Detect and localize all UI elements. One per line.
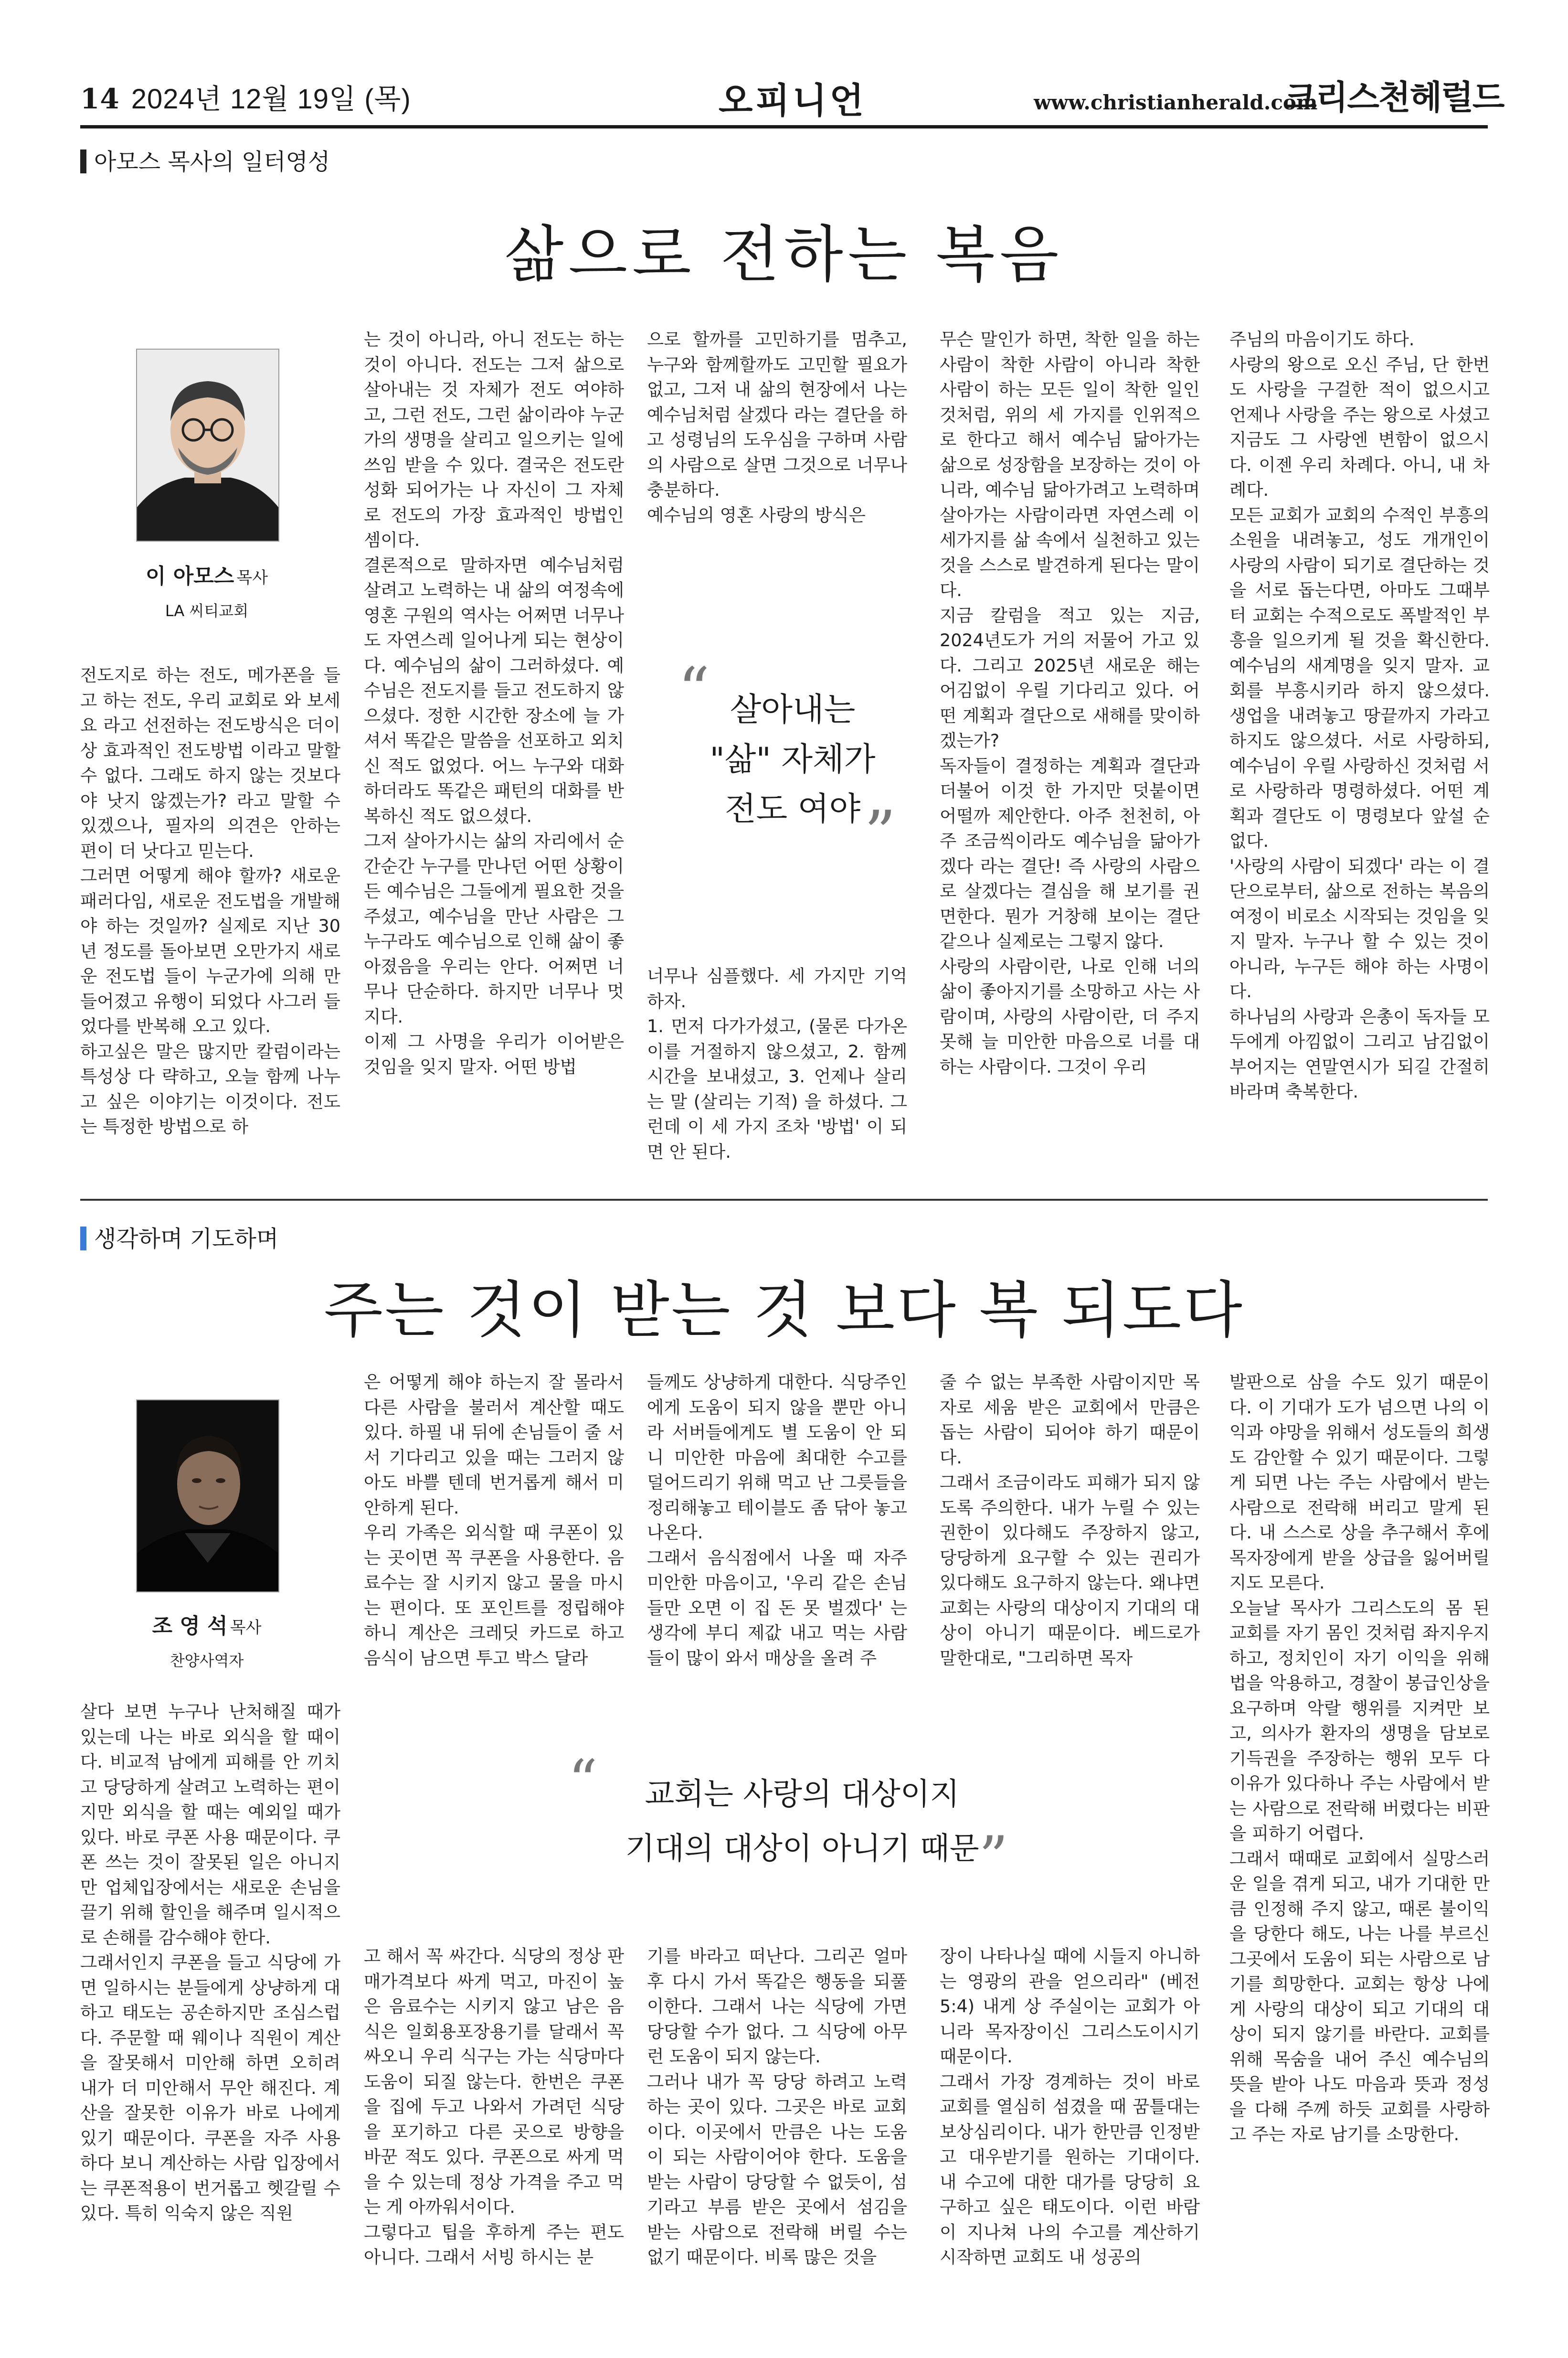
newspaper-logo: 크리스천헤럴드 — [1284, 78, 1504, 117]
article-1-column-3-top: 으로 할까를 고민하기를 멈추고, 누구와 함께할까도 고민할 필요가 없고, 그저 내 삶의 현장에서 나는 예수님처럼 살겠다 라는 결단을 하고 성령님의 도우심을 구하며 사람의 사람으로 살면 그것으로 너무나 충분하다. 예수님의 영혼 사랑의 방식은 — [647, 329, 907, 525]
article-1-column-5: 주님의 마음이기도 하다. 사랑의 왕으로 오신 주님, 단 한번도 사랑을 구걸한 적이 없으시고 언제나 사랑을 주는 왕으로 사셨고 지금도 그 사랑엔 변함이 없으시다. 이젠 우리 차례다. 아니, 내 차례다. 모든 교회가 교회의 수적인 부흥의 소원을 내려놓고, 성도 개개인이 사랑의 사람이 되기로 결단하는 것을 서로 돕는다면, 아마도 그때부터 교회는 수적으로도 폭발적인 부흥을 일으키게 될 것을 확신한다. 예수님의 새계명을 잊지 말자. 교회를 부흥시키라 하지 않으셨다. 생업을 내려놓고 땅끝까지 가라고 하지도 않으셨다. 서로 사랑하되, 예수님이 우릴 사랑하신 것처럼 서로 사랑하라 명령하셨다. 어떤 계획과 결단도 이 명령보다 앞설 순 없다. '사랑의 사람이 되겠다' 라는 이 결단으로부터, 삶으로 전하는 복음의 여정이 비로소 시작되는 것임을 잊지 말자. 누구나 할 수 있는 것이 아니라, 누구든 해야 하는 사명이다. 하나님의 사랑과 은총이 독자들 모두에게 아낌없이 그리고 남김없이 부어지는 연말연시가 되길 간절히 바라며 축복한다. — [1229, 329, 1490, 1102]
article-2-column-5: 발판으로 삼을 수도 있기 때문이다. 이 기대가 도가 넘으면 나의 이익과 야망을 위해서 성도들의 희생도 감안할 수 있기 때문이다. 그렇게 되면 나는 주는 사람에서 받는 사람으로 전락해 버리고 말게 된다. 내 스스로 상을 추구해서 후에 목자장에게 받을 상급을 잃어버릴지도 모른다. 오늘날 목사가 그리스도의 몸 된 교회를 자기 몸인 것처럼 좌지우지하고, 정치인이 자기 이익을 위해 법을 악용하고, 경찰이 봉급인상을 요구하며 악랄 행위를 지켜만 보고, 의사가 환자의 생명을 담보로 기득권을 주장하는 행위 모두 다 이유가 있다하나 주는 사람에서 받는 사람으로 전락해 버렸다는 비판을 피하기 어렵다. 그래서 때때로 교회에서 실망스러운 일을 겪게 되고, 내가 기대한 만큼 인정해 주지 않고, 때론 불이익을 당한다 해도, 나는 나를 부르신 그곳에서 도움이 되는 사람으로 남기를 희망한다. 교회는 항상 나에게 사랑의 대상이 되고 기대의 대상이 되지 않기를 바란다. 교회를 위해 목숨을 내어 주신 예수님의 뜻을 받아 나도 마음과 뜻과 정성을 다해 주께 하듯 교회를 사랑하고 주는 자로 남기를 소망한다. — [1229, 1372, 1490, 2145]
column-tag-label: 생각하며 기도하며 — [94, 1226, 279, 1252]
column-tag-2 — [80, 1220, 278, 1253]
article-1-column-1: 전도지로 하는 전도, 메가폰을 들고 하는 전도, 우리 교회로 와 보세요 라고 선전하는 전도방식은 더이상 효과적인 전도방법 이라고 말할수 없다. 그래도 하지 않는 것보다야 낫지 않겠는가? 라고 말할 수 있겠으나, 필자의 의견은 안하는 편이 더 낫다고 믿는다. 그러면 어떻게 해야 할까? 새로운 패러다임, 새로운 전도법을 개발해야 하는 것일까? 실제로 지난 30년 정도를 돌아보면 오만가지 새로운 전도법 들이 누군가에 의해 만들어졌고 유행이 되었다 사그러 들었다를 반복해 오고 있다. 하고싶은 말은 많지만 칼럼이라는 특성상 다 략하고, 오늘 함께 나누고 싶은 이야기는 이것이다. 전도는 특정한 방법으로 하 — [80, 665, 340, 1137]
column-tag-1 — [80, 143, 330, 176]
open-quote-icon: “ — [568, 1748, 598, 1814]
article-1-column-4: 무슨 말인가 하면, 착한 일을 하는 사람이 착한 사람이 아니라 착한 사람이 하는 모든 일이 착한 일인 것처럼, 위의 세 가지를 인위적으로 한다고 해서 예수님 닮아가는 삶으로 성장함을 보장하는 것이 아니라, 예수님 닮아가려고 노력하며 살아가는 사람이라면 자연스레 이 세가지를 삶 속에서 실천하고 있는 것을 스스로 발견하게 된다는 말이다. 지금 칼럼을 적고 있는 지금, 2024년도가 거의 저물어 가고 있다. 그리고 2025년 새로운 해는 어김없이 우릴 기다리고 있다. 어떤 계획과 결단으로 새해를 맞이하겠는가? 독자들이 결정하는 계획과 결단과 더불어 이것 한 가지만 덧붙이면 어떨까 제안한다. 아주 천천히, 아주 조금씩이라도 예수님을 닮아가겠다 라는 결단! 즉 사랑의 사람으로 살겠다는 결심을 해 보기를 권면한다. 뭔가 거창해 보이는 결단 같으나 실제로는 그렇지 않다. 사랑의 사람이란, 나로 인해 너의 삶이 좋아지기를 소망하고 사는 사람이며, 사랑의 사람이란, 더 주지 못해 늘 미안한 마음으로 너를 대하는 사람이다. 그것이 우리 — [940, 329, 1200, 1077]
author-name: 이 아모스 — [145, 564, 234, 588]
article-2-column-2-bottom: 고 해서 꼭 싸간다. 식당의 정상 판매가격보다 싸게 먹고, 마진이 높은 음료수는 시키지 않고 남은 음식은 일회용포장용기를 달래서 꼭 싸오니 우리 식구는 가는 식당마다 도움이 되질 않는다. 한번은 쿠폰을 집에 두고 나와서 가려던 식당을 포기하고 다른 곳으로 방향을 바꾼 적도 있다. 쿠폰으로 싸게 먹을 수 있는데 정상 가격을 주고 먹는 게 아까워서이다. 그렇다고 팁을 후하게 주는 편도 아니다. 그래서 서빙 하시는 분 — [364, 1946, 624, 2267]
page-number: 14 — [80, 83, 120, 115]
page-header-left — [80, 76, 411, 117]
close-quote-icon: ” — [979, 1825, 1008, 1891]
headline-2: 주는 것이 받는 것 보다 복 되도다 — [324, 1275, 1244, 1346]
article-1-column-3-bottom: 너무나 심플했다. 세 가지만 기억하자. 1. 먼저 다가가셨고, (물론 다가온 이를 거절하지 않으셨고, 2. 함께 시간을 보내셨고, 3. 언제나 살리는 말 (살리는 기적) 을 하셨다. 그런데 이 세 가지 조차 '방법' 이 되면 안 된다. — [647, 966, 907, 1162]
header-rule — [80, 125, 1488, 128]
article-2-column-4-bottom: 장이 나타나실 때에 시들지 아니하는 영광의 관을 얻으리라" (베전 5:4) 내게 상 주실이는 교회가 아니라 목자장이신 그리스도이시기 때문이다. 그래서 가장 경계하는 것이 바로 교회를 열심히 섬겼을 때 꿈틀대는 보상심리이다. 내가 한만큼 인정받고 대우받기를 원하는 기대이다. 내 수고에 대한 대가를 당당히 요구하고 싶은 태도이다. 이런 바람이 지나쳐 나의 수고를 계산하기 시작하면 교회도 내 성공의 — [940, 1946, 1200, 2267]
article-1-column-2: 는 것이 아니라, 아니 전도는 하는 것이 아니다. 전도는 그저 삶으로 살아내는 것 자체가 전도 여야하고, 그런 전도, 그런 삶이라야 누군가의 생명을 살리고 일으키는 일에 쓰임 받을 수 있다. 결국은 전도란 성화 되어가는 나 자신이 그 자체로 전도의 가장 효과적인 방법인 셈이다. 결론적으로 말하자면 예수님처럼 살려고 노력하는 내 삶의 여정속에 영혼 구원의 역사는 어쩌면 너무나도 자연스레 일어나게 되는 현상이다. 예수님의 삶이 그러하셨다. 예수님은 전도지를 들고 전도하지 않으셨다. 정한 시간한 장소에 늘 가셔서 똑같은 말씀을 선포하고 외치신 적도 없었다. 어느 누구와 대화하더라도 똑같은 패턴의 대화를 반복하신 적도 없으셨다. 그저 살아가시는 삶의 자리에서 순간순간 누구를 만나던 어떤 상황이든 예수님은 그들에게 필요한 것을 주셨고, 예수님을 만난 사람은 그 누구라도 예수님으로 인해 삶이 좋아졌음을 우리는 안다. 어쩌면 너무나 단순하다. 하지만 너무나 멋지다. 이제 그 사명을 우리가 이어받은 것임을 잊지 말자. 어떤 방법 — [364, 329, 624, 1077]
pull-quote-text: 살아내는 "삶" 자체가 전도 여야 — [710, 691, 876, 828]
article-2-column-3-bottom: 기를 바라고 떠난다. 그리곤 얼마 후 다시 가서 똑같은 행동을 되풀이한다. 그래서 나는 식당에 가면 당당할 수가 없다. 그 식당에 아무런 도움이 되지 않는다. 그러나 내가 꼭 당당 하려고 노력하는 곳이 있다. 그곳은 바로 교회이다. 이곳에서 만큼은 나는 도움이 되는 사람이어야 한다. 도움을 받는 사람이 당당할 수 없듯이, 섬기라고 부름 받은 곳에서 섬김을 받는 사람으로 전락해 버릴 수는 없기 때문이다. 비록 많은 것을 — [647, 1946, 907, 2267]
author-byline-1 — [106, 559, 307, 621]
headline-1: 삶으로 전하는 복음 — [504, 219, 1064, 290]
tag-bar-icon — [80, 1227, 86, 1250]
article-2-column-1: 살다 보면 누구나 난처해질 때가 있는데 나는 바로 외식을 할 때이다. 비교적 남에게 피해를 안 끼치고 당당하게 살려고 노력하는 편이지만 외식을 할 때는 예외일 때가 있다. 바로 쿠폰 사용 때문이다. 쿠폰 쓰는 것이 잘못된 일은 아니지만 업체입장에서는 새로운 손님을 끌기 위해 할인을 해주며 일시적으로 손해를 감수해야 한다. 그래서인지 쿠폰을 들고 식당에 가면 일하시는 분들에게 상냥하게 대하고 태도는 공손하지만 조심스럽다. 주문할 때 웨이나 직원이 계산을 잘못해서 미안해 하면 오히려 내가 더 미안해서 무안 해진다. 계산을 잘못한 이유가 바로 나에게 있기 때문이다. 쿠폰을 자주 사용하다 보니 계산하는 사람 입장에서는 쿠폰적용이 번거롭고 헷갈릴 수 있다. 특히 익숙지 않은 직원 — [80, 1701, 340, 2223]
author-title: 목사 — [236, 568, 268, 587]
article-2-column-4-top: 줄 수 없는 부족한 사람이지만 목자로 세움 받은 교회에서 만큼은 돕는 사람이 되어야 하기 때문이다. 그래서 조금이라도 피해가 되지 않도록 주의한다. 내가 누릴 수 있는 권한이 있다해도 주장하지 않고, 당당하게 요구할 수 있는 권리가 있다해도 요구하지 않는다. 왜냐면 교회는 사랑의 대상이지 기대의 대상이 아니기 때문이다. 베드로가 말한대로, "그리하면 목자 — [940, 1372, 1200, 1668]
section-title: 오피니언 — [719, 80, 867, 121]
author-church: 찬양사역자 — [170, 1652, 244, 1670]
author-title: 목사 — [230, 1618, 262, 1637]
article-2-column-3-top: 들께도 상냥하게 대한다. 식당주인에게 도움이 되지 않을 뿐만 아니라 서버들에게도 별 도움이 안 되니 미안한 마음에 최대한 수고를 덜어드리기 위해 먹고 난 그릇들을 정리해놓고 테이블도 좀 닦아 놓고 나온다. 그래서 음식점에서 나올 때 자주 미안한 마음이고, '우리 같은 손님들만 오면 이 집 돈 못 벌겠다' 는 생각에 부디 제값 내고 먹는 사람들이 많이 와서 매상을 올려 주 — [647, 1372, 907, 1668]
author-photo-1 — [136, 349, 279, 542]
close-quote-icon: ” — [864, 797, 896, 870]
pull-quote-text: 교회는 사랑의 대상이지 기대의 대상이 아니기 때문 — [625, 1777, 979, 1867]
column-tag-label: 아모스 목사의 일터영성 — [94, 149, 330, 175]
article-2-column-2-top: 은 어떻게 해야 하는지 잘 몰라서 다른 사람을 불러서 계산할 때도 있다. 하필 내 뒤에 손님들이 줄 서서 기다리고 있을 때는 그러지 않아도 바쁠 텐데 번거롭게 해서 미안하게 된다. 우리 가족은 외식할 때 쿠폰이 있는 곳이면 꼭 쿠폰을 사용한다. 음료수는 잘 시키지 않고 물을 마시는 편이다. 또 포인트를 정립해야 하니 계산은 크레딧 카드로 하고 음식이 남으면 투고 박스 달라 — [364, 1372, 624, 1668]
author-church: LA 씨티교회 — [165, 602, 249, 620]
author-byline-2 — [106, 1609, 307, 1671]
author-name: 조 영 석 — [152, 1614, 228, 1638]
issue-date: 2024년 12월 19일 (목) — [131, 84, 411, 115]
site-url[interactable]: www.christianherald.com — [1034, 91, 1318, 114]
author-photo-2 — [136, 1399, 279, 1592]
pull-quote-2 — [568, 1748, 1046, 1906]
pull-quote-1 — [664, 654, 922, 879]
article-divider — [80, 1199, 1488, 1201]
open-quote-icon: “ — [678, 654, 710, 726]
tag-bar-icon — [80, 149, 86, 173]
